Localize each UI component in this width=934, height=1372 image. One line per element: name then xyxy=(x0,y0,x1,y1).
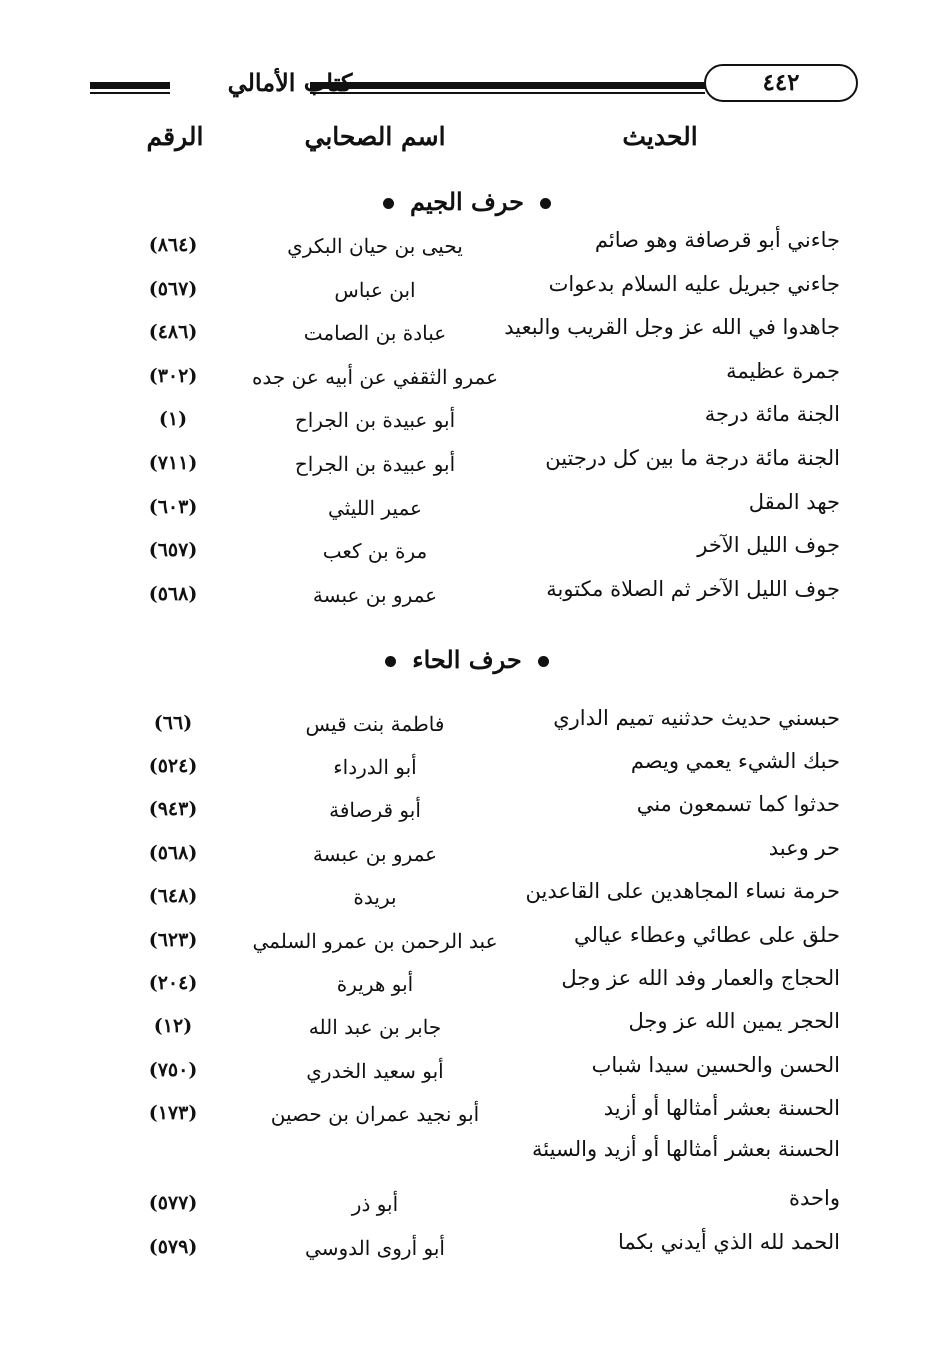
index-row xyxy=(0,792,934,832)
hadith-text: الحسنة بعشر أمثالها أو أزيد xyxy=(603,1096,840,1120)
hadith-text: جاهدوا في الله عز وجل القريب والبعيد xyxy=(504,315,840,339)
hadith-number: (٦٢٣) xyxy=(148,929,198,951)
hadith-text: جوف الليل الآخر ثم الصلاة مكتوبة xyxy=(546,577,840,601)
section-title-text: حرف الحاء xyxy=(412,645,522,674)
hadith-number: (٦٠٣) xyxy=(148,496,198,518)
sahabi-name: أبو قرصافة xyxy=(329,798,421,822)
hadith-number: (١٧٣) xyxy=(148,1102,198,1124)
hadith-text: جاءني جبريل عليه السلام بدعوات xyxy=(548,272,840,296)
index-row xyxy=(0,533,934,573)
sahabi-name: أبو سعيد الخدري xyxy=(306,1059,444,1083)
hadith-number: (٥٧٩) xyxy=(148,1236,198,1258)
sahabi-name: عبد الرحمن بن عمرو السلمي xyxy=(252,929,498,953)
page-header xyxy=(90,56,830,116)
hadith-text: الحسنة بعشر أمثالها أو أزيد والسيئة xyxy=(532,1137,840,1161)
sahabi-name: أبو ذر xyxy=(351,1192,399,1216)
sahabi-name: عبادة بن الصامت xyxy=(303,321,447,345)
bullet-icon xyxy=(385,656,396,667)
hadith-text: حرمة نساء المجاهدين على القاعدين xyxy=(525,879,840,903)
hadith-text: الجنة مائة درجة xyxy=(704,402,840,426)
hadith-text: جمرة عظيمة xyxy=(726,359,840,383)
hadith-text: الحجر يمين الله عز وجل xyxy=(628,1009,840,1033)
hadith-text: جاءني أبو قرصافة وهو صائم xyxy=(594,228,840,252)
index-row xyxy=(0,706,934,746)
index-row xyxy=(0,966,934,1006)
header-rule-left-thin xyxy=(90,92,170,94)
index-row xyxy=(0,490,934,530)
hadith-number: (٨٦٤) xyxy=(148,234,198,256)
sahabi-name: جابر بن عبد الله xyxy=(308,1015,442,1039)
index-row xyxy=(0,228,934,268)
hadith-number: (٩٤٣) xyxy=(148,798,198,820)
bullet-icon xyxy=(538,656,549,667)
sahabi-name: أبو عبيدة بن الجراح xyxy=(294,452,456,476)
index-row xyxy=(0,359,934,399)
hadith-number: (٥٦٧) xyxy=(148,278,198,300)
index-row xyxy=(0,1096,934,1136)
hadith-number: (٦٦) xyxy=(153,712,193,734)
hadith-text: الحجاج والعمار وفد الله عز وجل xyxy=(561,966,840,990)
hadith-number: (٥٦٨) xyxy=(148,583,198,605)
index-row xyxy=(0,402,934,442)
hadith-text: حر وعبد xyxy=(768,836,840,860)
index-row xyxy=(0,1009,934,1049)
sahabi-name: عمير الليثي xyxy=(328,496,422,520)
hadith-number: (٥٧٧) xyxy=(148,1192,198,1214)
sahabi-name: ابن عباس xyxy=(334,278,416,302)
section-title-text: حرف الجيم xyxy=(410,187,524,216)
sahabi-name: عمرو الثقفي عن أبيه عن جده xyxy=(251,365,499,389)
hadith-text: الحسن والحسين سيدا شباب xyxy=(591,1053,840,1077)
page-number: ٤٤٢ xyxy=(704,64,858,102)
hadith-text: حدثوا كما تسمعون مني xyxy=(636,792,840,816)
hadith-number: (٤٨٦) xyxy=(148,321,198,343)
hadith-text: واحدة xyxy=(789,1186,840,1210)
bullet-icon xyxy=(540,198,551,209)
hadith-text: الحمد لله الذي أيدني بكما xyxy=(618,1230,840,1254)
index-row xyxy=(0,879,934,919)
sahabi-name: عمرو بن عبسة xyxy=(312,583,438,607)
index-row xyxy=(0,1137,934,1177)
index-row xyxy=(0,446,934,486)
index-row xyxy=(0,1053,934,1093)
index-row xyxy=(0,1230,934,1270)
index-row xyxy=(0,315,934,355)
sahabi-name: عمرو بن عبسة xyxy=(312,842,438,866)
sahabi-name: أبو الدرداء xyxy=(333,755,417,779)
hadith-number: (٦٤٨) xyxy=(148,885,198,907)
column-header-number: الرقم xyxy=(146,122,204,151)
column-header-sahabi: اسم الصحابي xyxy=(304,122,446,151)
hadith-number: (٥٢٤) xyxy=(148,755,198,777)
hadith-text: جهد المقل xyxy=(748,490,840,514)
header-rule-left xyxy=(90,82,170,89)
sahabi-name: بريدة xyxy=(353,885,397,909)
sahabi-name: أبو عبيدة بن الجراح xyxy=(294,408,456,432)
sahabi-name: فاطمة بنت قيس xyxy=(305,712,445,736)
section-title-ha xyxy=(0,645,934,674)
column-header-hadith: الحديث xyxy=(622,122,698,151)
hadith-text: حبسني حديث حدثنيه تميم الداري xyxy=(553,706,840,730)
sahabi-name: أبو نجيد عمران بن حصين xyxy=(270,1102,480,1126)
bullet-icon xyxy=(383,198,394,209)
sahabi-name: أبو أروى الدوسي xyxy=(305,1236,445,1260)
hadith-number: (٦٥٧) xyxy=(148,539,198,561)
hadith-number: (٣٠٢) xyxy=(148,365,198,387)
index-row xyxy=(0,923,934,963)
index-row xyxy=(0,1186,934,1226)
hadith-text: جوف الليل الآخر xyxy=(697,533,840,557)
hadith-number: (٢٠٤) xyxy=(148,972,198,994)
hadith-number: (٧١١) xyxy=(148,452,198,474)
hadith-text: حلق على عطائي وعطاء عيالي xyxy=(574,923,840,947)
index-row xyxy=(0,749,934,789)
section-title-jim xyxy=(0,187,934,216)
sahabi-name: يحيى بن حيان البكري xyxy=(287,234,463,258)
book-title: كتاب الأمالي xyxy=(227,68,353,97)
hadith-text: حبك الشيء يعمي ويصم xyxy=(630,749,840,773)
hadith-text: الجنة مائة درجة ما بين كل درجتين xyxy=(545,446,840,470)
hadith-number: (١) xyxy=(158,408,188,430)
index-row xyxy=(0,272,934,312)
index-row xyxy=(0,836,934,876)
index-row xyxy=(0,577,934,617)
hadith-number: (٥٦٨) xyxy=(148,842,198,864)
sahabi-name: أبو هريرة xyxy=(336,972,414,996)
sahabi-name: مرة بن كعب xyxy=(322,539,428,563)
hadith-number: (١٢) xyxy=(153,1015,193,1037)
hadith-number: (٧٥٠) xyxy=(148,1059,198,1081)
